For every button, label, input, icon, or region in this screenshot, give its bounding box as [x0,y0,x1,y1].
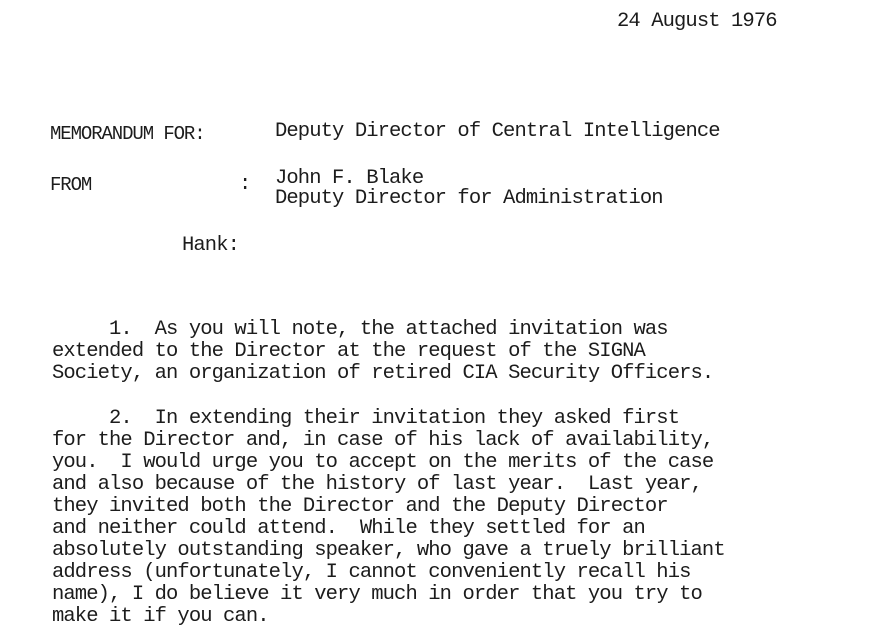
paragraph-line: absolutely outstanding speaker, who gave a truely brilliant [52,539,725,562]
paragraph-line: address (unfortunately, I cannot conveniently recall his [52,561,691,584]
from-title: Deputy Director for Administration [275,187,663,210]
from-label: FROM [50,174,92,196]
from-colon: : [239,173,251,196]
paragraph-line: extended to the Director at the request of the SIGNA [52,340,645,363]
paragraph-2 [52,408,725,628]
memo-date: 24 August 1976 [617,10,777,33]
paragraph-line: and neither could attend. While they settled for an [52,517,645,540]
paragraph-line: for the Director and, in case of his lack of availability, [52,429,714,452]
memorandum-for-recipient: Deputy Director of Central Intelligence [275,120,720,143]
paragraph-line: and also because of the history of last year. Last year, [52,473,702,496]
paragraph-line: make it if you can. [52,605,269,628]
paragraph-line: Society, an organization of retired CIA Security Officers. [52,362,714,385]
paragraph-line: 1. As you will note, the attached invitation was [52,318,668,341]
paragraph-line: you. I would urge you to accept on the merits of the case [52,451,714,474]
paragraph-1 [52,319,713,385]
from-name: John F. Blake [275,167,424,190]
paragraph-line: name), I do believe it very much in order that you try to [52,583,702,606]
paragraph-line: they invited both the Director and the Deputy Director [52,495,668,518]
memorandum-for-label: MEMORANDUM FOR: [50,123,205,145]
paragraph-line: 2. In extending their invitation they asked first [52,407,680,430]
salutation: Hank: [182,234,240,257]
